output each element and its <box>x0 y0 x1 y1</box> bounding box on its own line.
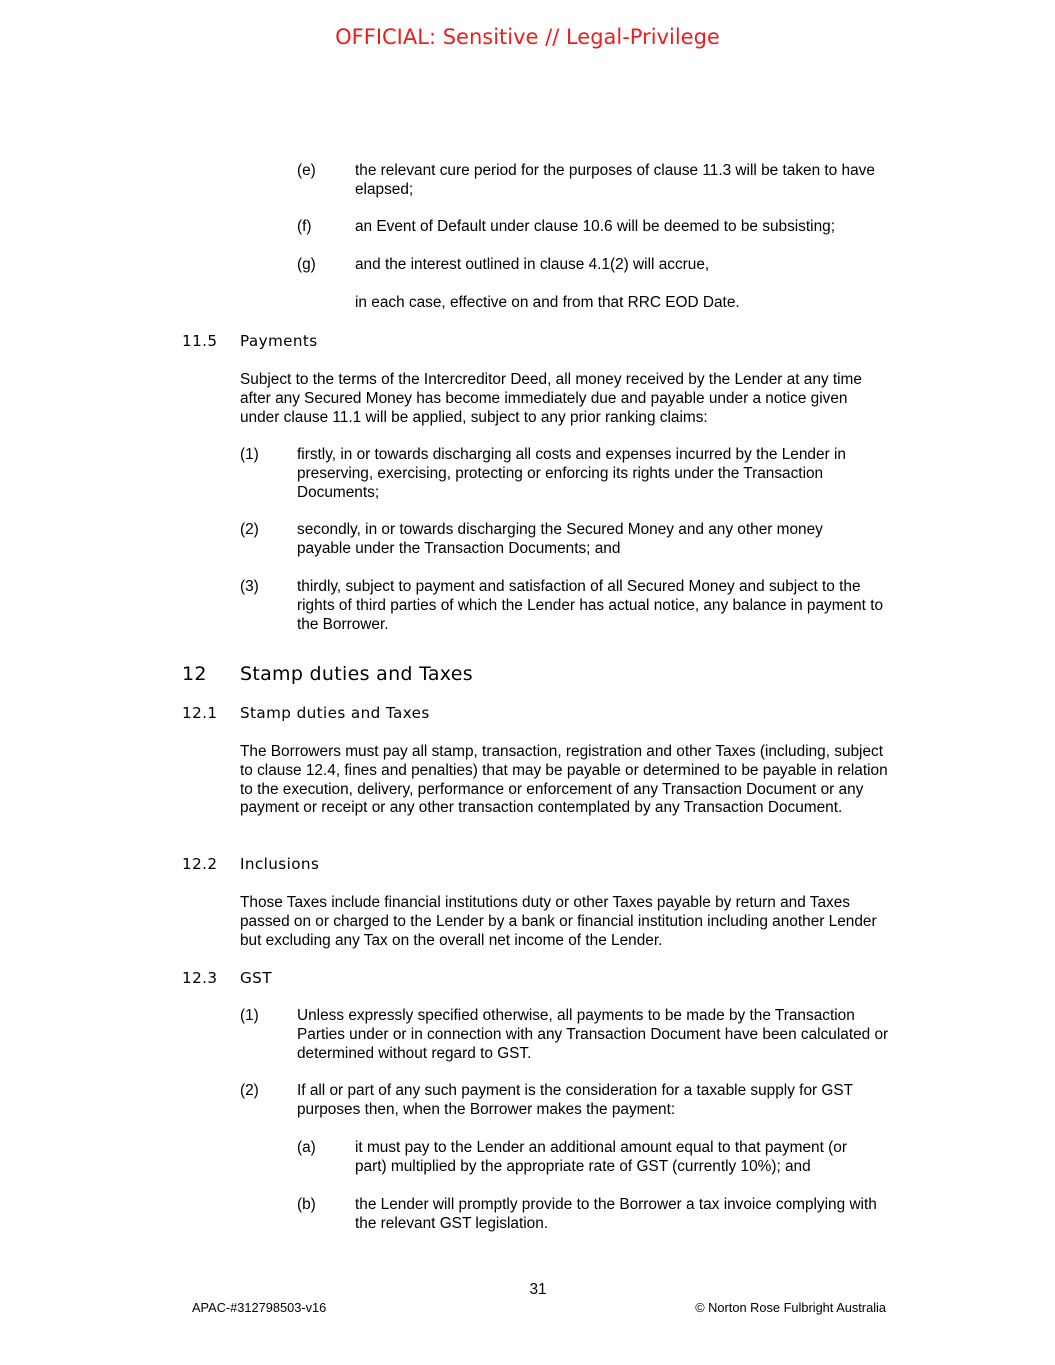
item-text: the relevant cure period for the purposes of clause 11.3 will be taken to have elapsed; <box>355 162 875 198</box>
item-number: (3) <box>240 578 259 595</box>
clause-number: 12 <box>182 663 207 685</box>
item-text: an Event of Default under clause 10.6 will be deemed to be subsisting; <box>355 218 835 235</box>
clause-11-5-intro: Subject to the terms of the Intercreditor Deed, all money received by the Lender at any time after any Secured Money has become immediately due and payable under a notice given under clause 11.1 will be applied, subject to any prior ranking claims: <box>240 371 862 426</box>
classification-marking: OFFICIAL: Sensitive // Legal-Privilege <box>335 25 720 49</box>
clause-number: 11.5 <box>182 332 218 350</box>
closing-paragraph: in each case, effective on and from that RRC EOD Date. <box>355 294 740 311</box>
copyright-notice: © Norton Rose Fulbright Australia <box>695 1300 886 1315</box>
item-number: (b) <box>297 1196 316 1213</box>
clause-title: Stamp duties and Taxes <box>240 704 430 722</box>
item-text: thirdly, subject to payment and satisfaction of all Secured Money and subject to the rights of third parties of which the Lender has actual notice, any balance in payment to the Borrower. <box>297 578 884 633</box>
page-number: 31 <box>529 1281 547 1298</box>
item-number: (1) <box>240 1007 259 1024</box>
clause-12-1-body: The Borrowers must pay all stamp, transaction, registration and other Taxes (including, subject to clause 12.4, fines and penalties) that may be payable or determined to be payable in relation to the execution, delivery, performance or enforcement of any Transaction Document or any payment or receipt or any other transaction contemplated by any Transaction Document. <box>240 743 888 817</box>
clause-12-2-body: Those Taxes include financial institutions duty or other Taxes payable by return and Taxes passed on or charged to the Lender by a bank or financial institution including another Lender but excluding any Tax on the overall net income of the Lender. <box>240 894 877 949</box>
clause-number: 12.1 <box>182 704 218 722</box>
clause-number: 12.2 <box>182 855 218 873</box>
item-number: (e) <box>297 162 316 179</box>
item-text: If all or part of any such payment is the consideration for a taxable supply for GST purposes then, when the Borrower makes the payment: <box>297 1082 853 1118</box>
item-text: secondly, in or towards discharging the Secured Money and any other money payable under the Transaction Documents; and <box>297 521 823 557</box>
document-id: APAC-#312798503-v16 <box>192 1300 327 1315</box>
clause-title: Inclusions <box>240 855 320 873</box>
item-number: (1) <box>240 446 259 463</box>
item-text: it must pay to the Lender an additional amount equal to that payment (or part) multiplied by the appropriate rate of GST (currently 10%); and <box>355 1139 847 1175</box>
clause-title: Payments <box>240 332 318 350</box>
item-text: and the interest outlined in clause 4.1(2) will accrue, <box>355 256 710 273</box>
item-text: Unless expressly specified otherwise, all payments to be made by the Transaction Parties under or in connection with any Transaction Document have been calculated or determined without regard to GST. <box>297 1007 889 1062</box>
clause-number: 12.3 <box>182 969 218 987</box>
item-number: (2) <box>240 1082 259 1099</box>
clause-title: Stamp duties and Taxes <box>240 663 473 685</box>
item-number: (g) <box>297 256 316 273</box>
item-number: (a) <box>297 1139 316 1156</box>
clause-title: GST <box>240 969 272 987</box>
item-number: (2) <box>240 521 259 538</box>
item-text: firstly, in or towards discharging all costs and expenses incurred by the Lender in preserving, exercising, protecting or enforcing its rights under the Transaction Documents; <box>297 446 846 501</box>
item-number: (f) <box>297 218 312 235</box>
item-text: the Lender will promptly provide to the Borrower a tax invoice complying with the relevant GST legislation. <box>355 1196 877 1232</box>
